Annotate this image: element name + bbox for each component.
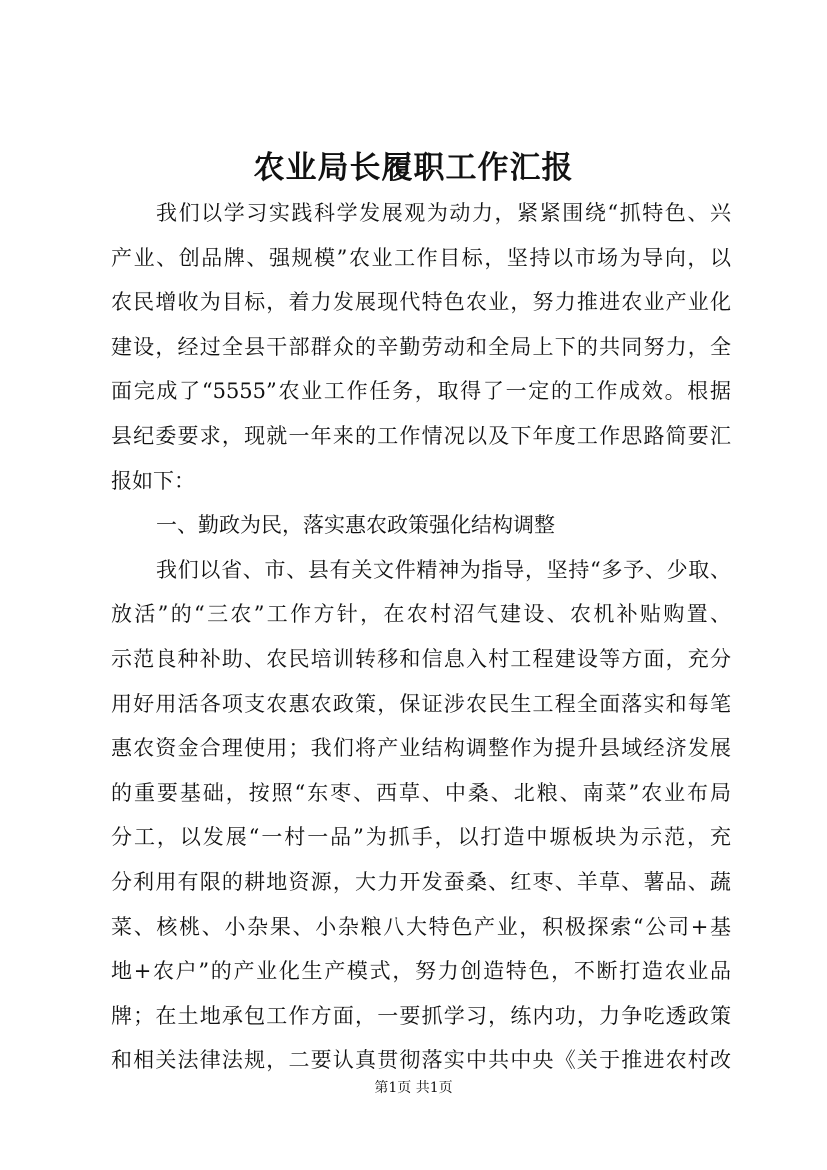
body-line: 我们以学习实践科学发展观为动力，紧紧围绕“抓特色、兴 (156, 201, 731, 225)
body-line: 菜、核桃、小杂果、小杂粮八大特色产业，积极探索“公司+基 (111, 914, 731, 939)
body-line: 我们以省、市、县有关文件精神为指导，坚持“多予、少取、 (156, 557, 731, 582)
body-line: 建设，经过全县干部群众的辛勤劳动和全局上下的共同努力，全 (111, 334, 731, 359)
body-line: 的重要基础，按照“东枣、西草、中桑、北粮、南菜”农业布局 (111, 780, 731, 805)
section-heading: 一、勤政为民，落实惠农政策强化结构调整 (156, 513, 555, 538)
page-footer: 第1页 共1页 (374, 1080, 453, 1096)
body-line: 牌；在土地承包工作方面，一要抓学习，练内功，力争吃透政策 (111, 1003, 731, 1028)
body-line: 产业、创品牌、强规模”农业工作目标，坚持以市场为导向，以 (111, 245, 731, 270)
body-line: 示范良种补助、农民培训转移和信息入村工程建设等方面，充分 (111, 646, 731, 671)
body-line: 分工，以发展“一村一品”为抓手，以打造中塬板块为示范，充 (111, 825, 731, 850)
body-line: 用好用活各项支农惠农政策，保证涉农民生工程全面落实和每笔 (111, 691, 731, 716)
body-line: 惠农资金合理使用；我们将产业结构调整作为提升县域经济发展 (111, 736, 731, 761)
body-line: 分利用有限的耕地资源，大力开发蚕桑、红枣、羊草、薯品、蔬 (111, 869, 731, 894)
body-line: 地+农户”的产业化生产模式，努力创造特色，不断打造农业品 (111, 959, 731, 984)
body-line: 县纪委要求，现就一年来的工作情况以及下年度工作思路简要汇 (111, 423, 731, 448)
body-line: 放活”的“三农”工作方针，在农村沼气建设、农机补贴购置、 (111, 602, 731, 627)
body-line: 农民增收为目标，着力发展现代特色农业，努力推进农业产业化 (111, 290, 731, 315)
body-line: 报如下： (111, 468, 195, 493)
body-line: 和相关法律法规，二要认真贯彻落实中共中央《关于推进农村改 (111, 1048, 731, 1073)
body-line: 面完成了“5555”农业工作任务，取得了一定的工作成效。根据 (111, 379, 731, 404)
document-title: 农业局长履职工作汇报 (253, 150, 574, 186)
document-body (111, 191, 731, 1083)
